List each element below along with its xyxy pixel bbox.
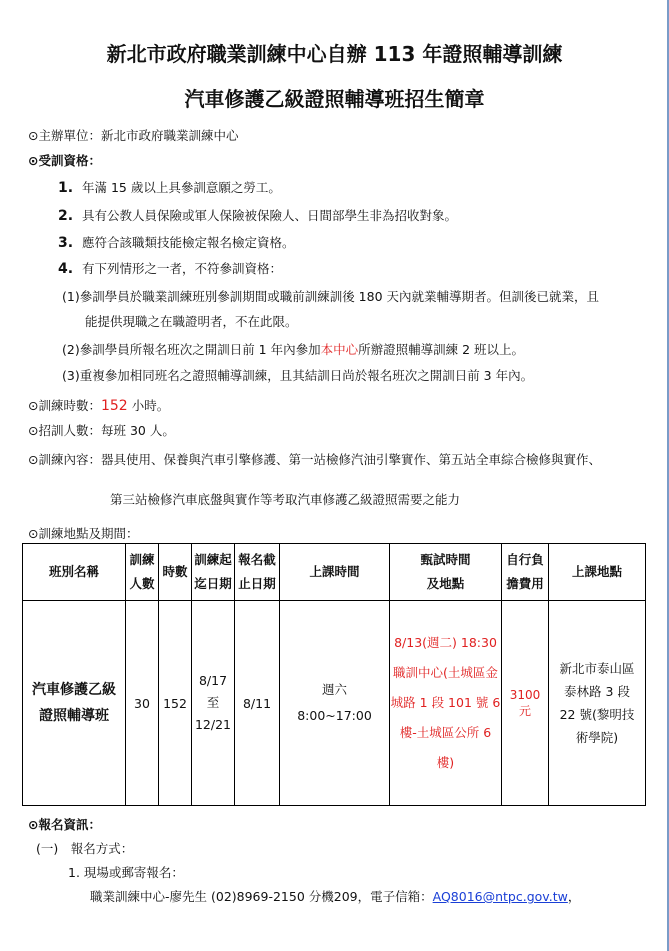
item-text: 有下列情形之一者，不符參訓資格：: [81, 261, 282, 276]
header-fee: [502, 544, 549, 601]
contact-email-link[interactable]: AQ8016@ntpc.gov.tw: [432, 889, 568, 904]
cell-trainees: 30: [126, 601, 159, 806]
cell-text: 22 號(黎明技: [559, 707, 635, 722]
eligibility-item-4: [58, 259, 282, 277]
eligibility-heading: ⊙受訓資格：: [28, 153, 101, 168]
cell-text: 新北市泰山區: [559, 661, 635, 676]
exclusion-2-post: 所辦證照輔導訓練 2 班以上。: [358, 342, 525, 357]
exclusion-2-highlight: 本中心: [320, 342, 359, 357]
eligibility-item-3: [58, 233, 295, 251]
cell-text: 12/21: [194, 717, 232, 732]
item-text: 年滿 15 歲以上具參訓意願之勞工。: [81, 180, 281, 195]
header-text: 報名截: [238, 552, 276, 567]
header-hours: 時數: [159, 544, 192, 601]
cell-text: 證照輔導班: [39, 708, 109, 724]
registration-method: (一) 報名方式：: [36, 841, 134, 856]
header-text: 擔費用: [506, 576, 544, 591]
cell-text: 至: [206, 695, 220, 710]
title-line-1: 新北市政府職業訓練中心自辦 113 年證照輔導訓練: [106, 42, 563, 66]
header-text: 止日期: [238, 576, 276, 591]
item-number: 3.: [58, 235, 74, 251]
hours-value: 152: [100, 398, 128, 414]
contact-info: [90, 887, 580, 905]
item-number: 1.: [58, 180, 74, 196]
cell-exam: [390, 601, 502, 806]
eligibility-item-1: [58, 178, 281, 196]
header-text: 及地點: [426, 576, 465, 591]
contact-tail: ，: [567, 889, 581, 904]
header-dates: [192, 544, 235, 601]
header-text: 自行負: [506, 552, 544, 567]
cell-text: 8/17: [198, 673, 228, 688]
cell-class-time: [280, 601, 390, 806]
cell-fee: 3100 元: [502, 601, 549, 806]
header-text: 訓練: [129, 552, 155, 567]
enrollment: ⊙招訓人數：每班 30 人。: [28, 423, 175, 438]
header-class-name: 班別名稱: [23, 544, 126, 601]
header-class-time: 上課時間: [280, 544, 390, 601]
cell-text: 樓-土城區公所 6: [399, 725, 492, 740]
registration-method-1: 1. 現場或郵寄報名：: [68, 865, 184, 880]
header-text: 甄試時間: [420, 552, 471, 567]
item-number: 4.: [58, 261, 74, 277]
header-exam: [390, 544, 502, 601]
item-text: 具有公教人員保險或軍人保險被保險人、日間部學生非為招收對象。: [81, 208, 457, 223]
location-heading: ⊙訓練地點及期間：: [28, 526, 139, 541]
header-deadline: [235, 544, 280, 601]
cell-text: 8/13(週二) 18:30: [394, 635, 497, 650]
cell-text: 城路 1 段 101 號 6: [390, 695, 501, 710]
hours-label: ⊙訓練時數：: [28, 398, 101, 413]
hours-unit: 小時。: [127, 398, 170, 413]
header-text: 人數: [129, 576, 155, 591]
item-text: 應符合該職類技能檢定報名檢定資格。: [81, 235, 295, 250]
content-line-2: 第三站檢修汽車底盤與實作等考取汽車修護乙級證照需要之能力: [110, 492, 461, 507]
item-number: 2.: [58, 208, 74, 224]
exclusion-3: (3)重複參加相同班名之證照輔導訓練，且其結訓日尚於報名班次之開訓日前 3 年內。: [62, 368, 534, 383]
exclusion-1-line-2: 能提供現職之在職證明者，不在此限。: [85, 314, 298, 329]
organizer: ⊙主辦單位：新北市政府職業訓練中心: [28, 128, 239, 143]
registration-heading: ⊙報名資訊：: [28, 817, 101, 832]
header-venue: 上課地點: [549, 544, 646, 601]
header-trainees: [126, 544, 159, 601]
cell-text: 樓): [436, 755, 455, 770]
cell-text: 術學院): [575, 730, 619, 745]
cell-text: 汽車修護乙級: [32, 682, 116, 698]
table-header-row: [23, 544, 646, 601]
header-text: 訓練起: [194, 552, 232, 567]
header-text: 迄日期: [194, 576, 232, 591]
schedule-table: [22, 543, 646, 806]
cell-class-name: [23, 601, 126, 806]
cell-text: 8:00~17:00: [297, 708, 372, 723]
eligibility-item-2: [58, 206, 457, 224]
cell-text: 職訓中心(土城區金: [393, 665, 498, 680]
cell-text: 泰林路 3 段: [564, 684, 630, 699]
training-hours: [28, 396, 169, 414]
content-line-1: ⊙訓練內容：器具使用、保養與汽車引擎修護、第一站檢修汽油引擎實作、第五站全車綜合檢修與實作、: [28, 452, 601, 467]
exclusion-2: [62, 340, 524, 358]
cell-venue: [549, 601, 646, 806]
title-line-2: 汽車修護乙級證照輔導班招生簡章: [184, 87, 485, 111]
contact-text: 職業訓練中心-廖先生 (02)8969-2150 分機209，電子信箱：: [90, 889, 433, 904]
cell-dates: [192, 601, 235, 806]
exclusion-2-pre: (2)參訓學員所報名班次之開訓日前 1 年內參加: [62, 342, 321, 357]
table-row: [23, 601, 646, 806]
exclusion-1-line-1: (1)參訓學員於職業訓練班別參訓期間或職前訓練訓後 180 天內就業輔導期者。但訓後已就業，且: [62, 289, 600, 304]
cell-deadline: 8/11: [235, 601, 280, 806]
cell-hours: 152: [159, 601, 192, 806]
cell-text: 週六: [321, 682, 347, 697]
